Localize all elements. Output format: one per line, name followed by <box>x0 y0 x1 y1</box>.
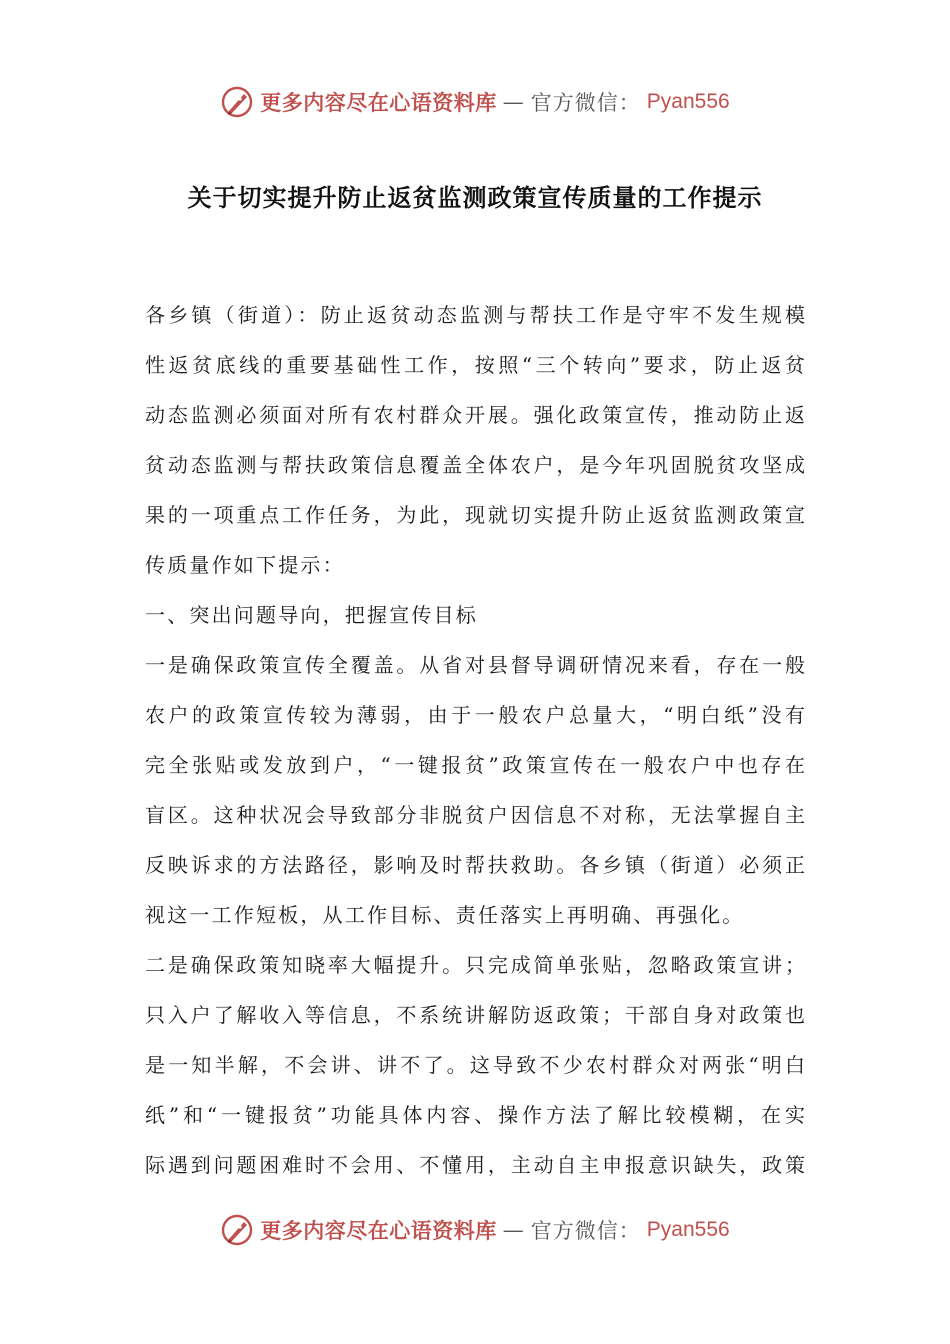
body-line: 纸”和“一键报贫”功能具体内容、操作方法了解比较模糊，在实 <box>145 1103 805 1127</box>
header-banner <box>0 80 950 124</box>
body-line: 完全张贴或发放到户，“一键报贫”政策宣传在一般农户中也存在 <box>145 753 805 777</box>
body-line: 是一知半解，不会讲、讲不了。这导致不少农村群众对两张“明白 <box>145 1053 805 1077</box>
banner-separator: — <box>502 90 525 114</box>
body-line: 二是确保政策知晓率大幅提升。只完成简单张贴，忽略政策宣讲； <box>145 953 805 977</box>
body-line: 农户的政策宣传较为薄弱，由于一般农户总量大，“明白纸”没有 <box>145 703 805 727</box>
pen-circle-logo-icon <box>220 85 254 119</box>
footer-banner <box>0 1208 950 1252</box>
banner-separator: — <box>502 1218 525 1242</box>
body-line: 动态监测必须面对所有农村群众开展。强化政策宣传，推动防止返 <box>145 403 805 427</box>
body-line: 贫动态监测与帮扶政策信息覆盖全体农户，是今年巩固脱贫攻坚成 <box>145 453 805 477</box>
body-line: 反映诉求的方法路径，影响及时帮扶救助。各乡镇（街道）必须正 <box>145 853 805 877</box>
page-title: 关于切实提升防止返贫监测政策宣传质量的工作提示 <box>187 183 763 212</box>
banner-contact-label: 官方微信： <box>530 91 641 115</box>
body-line: 盲区。这种状况会导致部分非脱贫户因信息不对称，无法掌握自主 <box>145 803 805 827</box>
body-line: 际遇到问题困难时不会用、不懂用，主动自主申报意识缺失，政策 <box>145 1153 805 1177</box>
body-line: 一是确保政策宣传全覆盖。从省对县督导调研情况来看，存在一般 <box>145 653 805 677</box>
body-line: 视这一工作短板，从工作目标、责任落实上再明确、再强化。 <box>145 903 745 927</box>
banner-brand: 更多内容尽在心语资料库 <box>260 1218 497 1243</box>
body-line: 传质量作如下提示： <box>145 553 345 577</box>
pen-circle-logo-icon <box>220 1213 254 1247</box>
banner-brand: 更多内容尽在心语资料库 <box>260 90 497 115</box>
document-body <box>145 290 805 1190</box>
body-line: 果的一项重点工作任务，为此，现就切实提升防止返贫监测政策宣 <box>145 503 805 527</box>
body-line: 各乡镇（街道）：防止返贫动态监测与帮扶工作是守牢不发生规模 <box>145 303 805 327</box>
banner-account: Pyan556 <box>646 1218 730 1241</box>
body-line: 只入户了解收入等信息，不系统讲解防返政策；干部自身对政策也 <box>145 1003 805 1027</box>
banner-contact-label: 官方微信： <box>530 1219 641 1243</box>
banner-account: Pyan556 <box>646 90 730 113</box>
section-heading: 一、突出问题导向，把握宣传目标 <box>145 603 478 627</box>
body-line: 性返贫底线的重要基础性工作，按照“三个转向”要求，防止返贫 <box>145 353 805 377</box>
